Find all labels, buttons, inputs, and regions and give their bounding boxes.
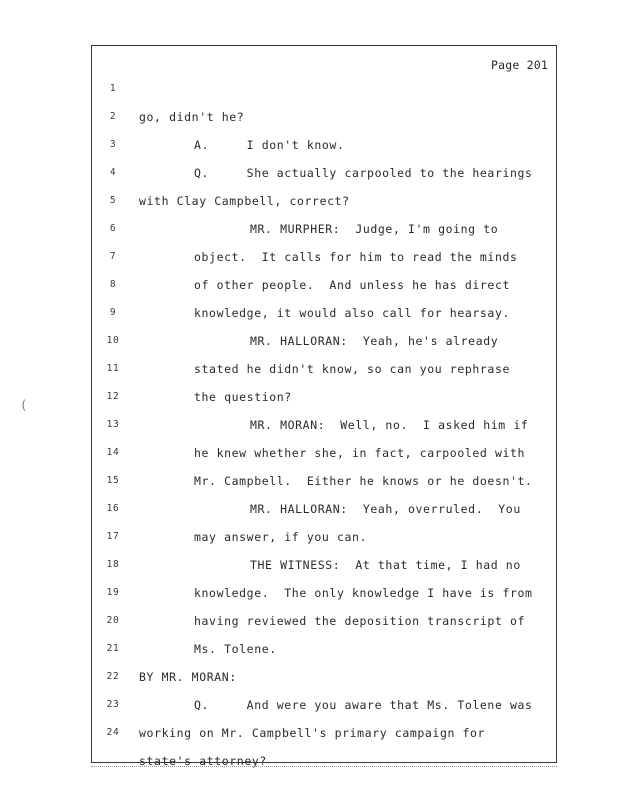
line-number: 22 bbox=[106, 671, 120, 682]
transcript-line bbox=[92, 278, 558, 320]
line-text: knowledge. The only knowledge I have is from bbox=[194, 586, 533, 600]
line-text: MR. MORAN: Well, no. I asked him if bbox=[250, 418, 529, 432]
line-text: of other people. And unless he has direct bbox=[194, 278, 510, 292]
line-number: 13 bbox=[106, 419, 120, 430]
line-number: 11 bbox=[106, 363, 120, 374]
line-text: go, didn't he? bbox=[139, 110, 245, 124]
line-text: having reviewed the deposition transcript of bbox=[194, 614, 526, 628]
line-text: object. It calls for him to read the minds bbox=[194, 250, 518, 264]
transcript-line bbox=[92, 138, 558, 180]
line-text: BY MR. MORAN: bbox=[139, 670, 237, 684]
line-number: 14 bbox=[106, 447, 120, 458]
line-number: 23 bbox=[106, 699, 120, 710]
transcript-line bbox=[92, 166, 558, 208]
line-text: Q. And were you aware that Ms. Tolene was bbox=[194, 698, 533, 712]
line-number: 4 bbox=[109, 167, 117, 178]
footer-divider bbox=[91, 766, 557, 767]
margin-bracket-mark: ( bbox=[20, 398, 28, 412]
line-text: he knew whether she, in fact, carpooled with bbox=[194, 446, 526, 460]
line-text: THE WITNESS: At that time, I had no bbox=[250, 558, 521, 572]
line-number: 24 bbox=[106, 727, 120, 738]
line-text: working on Mr. Campbell's primary campaign for bbox=[139, 726, 486, 740]
transcript-line bbox=[92, 726, 558, 768]
transcript-page bbox=[91, 45, 557, 768]
transcript-line bbox=[92, 222, 558, 264]
line-text: Q. She actually carpooled to the hearings bbox=[194, 166, 533, 180]
line-number: 16 bbox=[106, 503, 120, 514]
line-text: MR. HALLORAN: Yeah, overruled. You bbox=[250, 502, 521, 516]
line-number: 20 bbox=[106, 615, 120, 626]
line-number: 10 bbox=[106, 335, 120, 346]
line-text: may answer, if you can. bbox=[194, 530, 368, 544]
line-number: 3 bbox=[109, 139, 117, 150]
line-number: 6 bbox=[109, 223, 117, 234]
line-text: Ms. Tolene. bbox=[194, 642, 277, 656]
line-text: Mr. Campbell. Either he knows or he doesn't. bbox=[194, 474, 533, 488]
transcript-line bbox=[92, 250, 558, 292]
line-number: 15 bbox=[106, 475, 120, 486]
line-number: 17 bbox=[106, 531, 120, 542]
line-text: the question? bbox=[194, 390, 292, 404]
line-text: MR. MURPHER: Judge, I'm going to bbox=[250, 222, 499, 236]
line-text: A. I don't know. bbox=[194, 138, 345, 152]
transcript-line bbox=[92, 194, 558, 236]
line-text: with Clay Campbell, correct? bbox=[139, 194, 350, 208]
line-text: knowledge, it would also call for hearsay. bbox=[194, 306, 510, 320]
line-number: 21 bbox=[106, 643, 120, 654]
line-text: state's attorney? bbox=[139, 754, 267, 768]
line-number: 5 bbox=[109, 195, 117, 206]
line-number: 9 bbox=[109, 307, 117, 318]
page-number: Page 201 bbox=[491, 58, 548, 72]
line-number: 19 bbox=[106, 587, 120, 598]
line-number: 8 bbox=[109, 279, 117, 290]
line-text: MR. HALLORAN: Yeah, he's already bbox=[250, 334, 499, 348]
transcript-line bbox=[92, 82, 558, 124]
line-number: 2 bbox=[109, 111, 117, 122]
line-number: 12 bbox=[106, 391, 120, 402]
line-number: 1 bbox=[109, 83, 117, 94]
line-number: 7 bbox=[109, 251, 117, 262]
line-text: stated he didn't know, so can you rephrase bbox=[194, 362, 510, 376]
transcript-line bbox=[92, 110, 558, 152]
line-number: 18 bbox=[106, 559, 120, 570]
